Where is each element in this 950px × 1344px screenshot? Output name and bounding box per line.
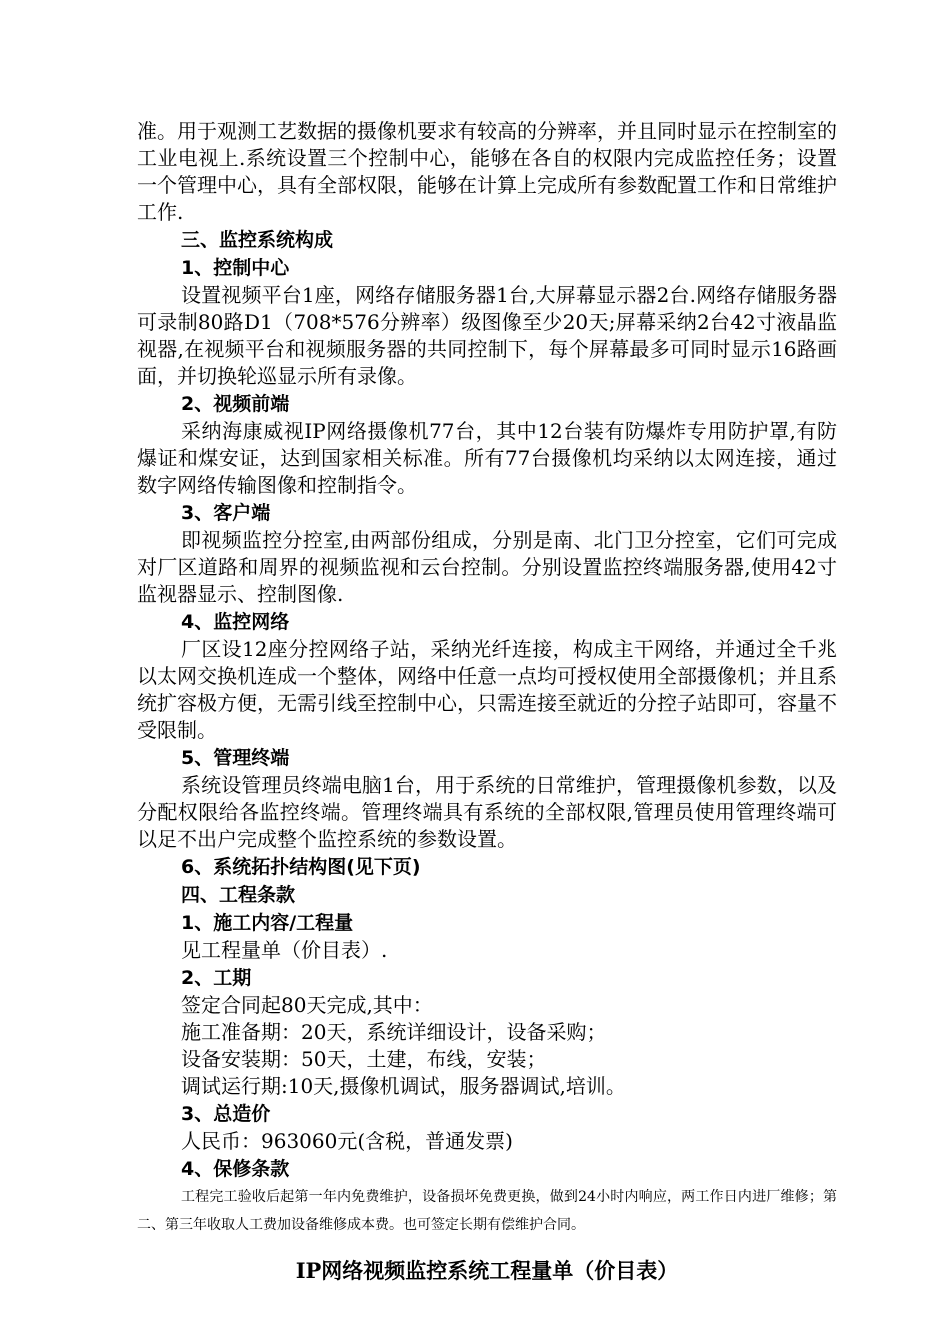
subheading-scope: 1、施工内容/工程量	[181, 912, 354, 934]
schedule-line-installation: 设备安装期：50天，土建，布线，安装；	[181, 1047, 547, 1071]
subheading-network: 4、监控网络	[181, 611, 290, 633]
subheading-client: 3、客户端	[181, 502, 271, 524]
paragraph-warranty: 工程完工验收后起第一年内免费维护，设备损坏免费更换，做到24小时内响应，两工作日内进厂维修；第二、第三年收取人工费加设备维修成本费。也可签定长期有偿维护合同。	[137, 1189, 837, 1233]
subheading-schedule: 2、工期	[181, 967, 252, 989]
schedule-line-total: 签定合同起80天完成,其中：	[181, 993, 433, 1017]
paragraph-network: 厂区设12座分控网络子站，采纳光纤连接，构成主干网络，并通过全千兆以太网交换机连成一个整体，网络中任意一点均可授权使用全部摄像机；并且系统扩容极方便，无需引线至控制中心，只需连接至就近的分控子站即可，容量不受限制。	[137, 637, 837, 742]
bill-of-quantities-title: IP网络视频监控系统工程量单（价目表）	[295, 1258, 679, 1283]
section-heading-system-composition: 三、监控系统构成	[181, 229, 334, 251]
document-body	[137, 118, 837, 1285]
schedule-line-commissioning: 调试运行期:10天,摄像机调试，服务器调试,培训。	[181, 1074, 626, 1098]
section-heading-terms: 四、工程条款	[181, 884, 296, 906]
paragraph-control-center: 设置视频平台1座，网络存储服务器1台,大屏幕显示器2台.网络存储服务器可录制80路D1（708*576分辨率）级图像至少20天;屏幕采纳2台42寸液晶监视器,在视频平台和视频服务器的共同控制下，每个屏幕最多可同时显示16路画面，并切换轮巡显示所有录像。	[137, 283, 837, 388]
paragraph-scope: 见工程量单（价目表）.	[181, 938, 388, 962]
subheading-terminal: 5、管理终端	[181, 747, 290, 769]
subheading-video-front: 2、视频前端	[181, 393, 290, 415]
paragraph-terminal: 系统设管理员终端电脑1台，用于系统的日常维护，管理摄像机参数，以及分配权限给各监控终端。管理终端具有系统的全部权限,管理员使用管理终端可以足不出户完成整个监控系统的参数设置。	[137, 773, 837, 851]
paragraph-client: 即视频监控分控室,由两部份组成，分别是南、北门卫分控室，它们可完成对厂区道路和周界的视频监视和云台控制。分别设置监控终端服务器,使用42寸监视器显示、控制图像.	[137, 528, 837, 606]
paragraph-total-price: 人民币：963060元(含税，普通发票)	[181, 1129, 513, 1153]
subheading-warranty: 4、保修条款	[181, 1158, 290, 1180]
subheading-topology: 6、系统拓扑结构图(见下页)	[181, 856, 421, 878]
intro-paragraph: 准。用于观测工艺数据的摄像机要求有较高的分辨率，并且同时显示在控制室的工业电视上.系统设置三个控制中心，能够在各自的权限内完成监控任务；设置一个管理中心，具有全部权限，能够在计算上完成所有参数配置工作和日常维护工作.	[137, 119, 837, 224]
subheading-total-price: 3、总造价	[181, 1103, 271, 1125]
paragraph-video-front: 采纳海康威视IP网络摄像机77台，其中12台装有防爆炸专用防护罩,有防爆证和煤安证，达到国家相关标准。所有77台摄像机均采纳以太网连接，通过数字网络传输图像和控制指令。	[137, 419, 837, 497]
schedule-line-preparation: 施工准备期：20天，系统详细设计，设备采购；	[181, 1020, 607, 1044]
subheading-control-center: 1、控制中心	[181, 257, 290, 279]
